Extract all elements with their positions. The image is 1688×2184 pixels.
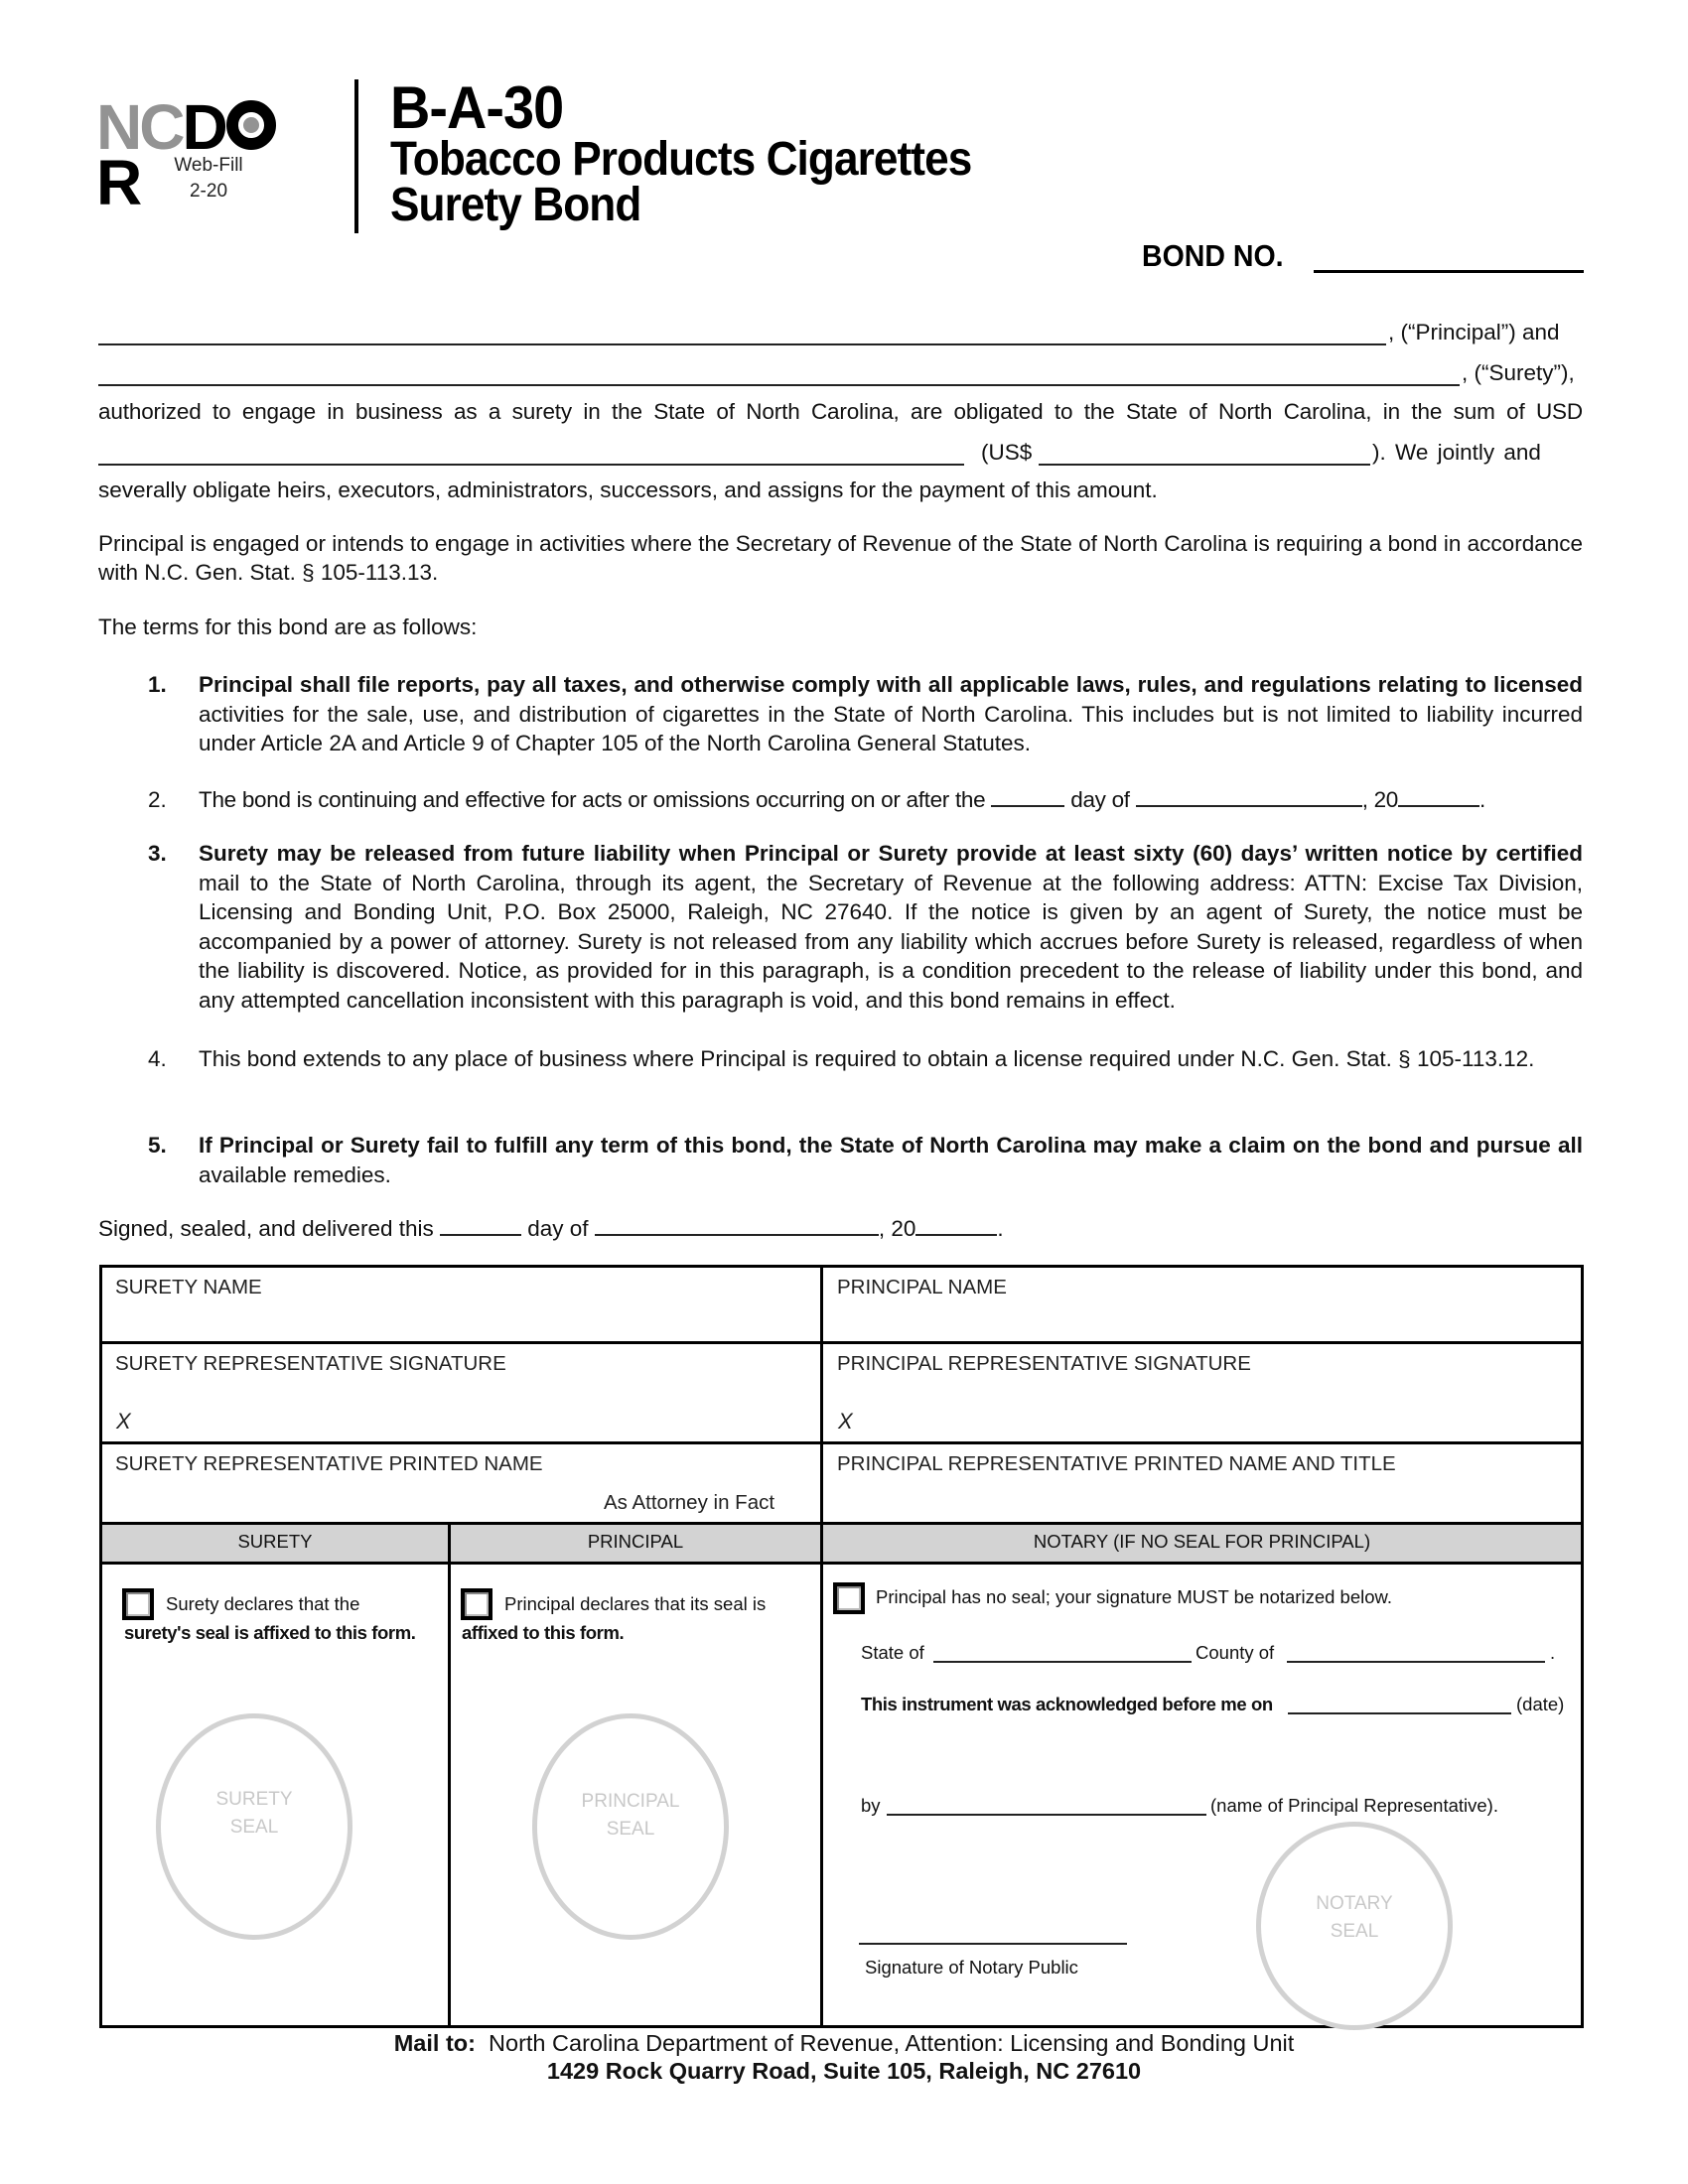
principal-signature-label: PRINCIPAL REPRESENTATIVE SIGNATURE xyxy=(837,1352,1251,1375)
surety-seal-text1: SURETY xyxy=(215,1789,293,1810)
term-2 xyxy=(98,785,1583,815)
date-label: (date) xyxy=(1516,1694,1565,1714)
paragraph-engagement: Principal is engaged or intends to engage in activities where the Secretary of Revenue of the State of North Carolina is requiring a bond in accordance with N.C. Gen. Stat. § 105-113.13. xyxy=(98,531,1583,585)
surety-name-label: SURETY NAME xyxy=(115,1276,262,1298)
revision-date: 2-20 xyxy=(189,181,228,202)
term2-day-label: day of xyxy=(1070,787,1130,812)
term-number: 4. xyxy=(148,1046,167,1071)
term2-year-prefix: , 20 xyxy=(1361,787,1399,812)
term-number: 3. xyxy=(148,841,167,866)
state-of-field[interactable] xyxy=(933,1661,1192,1663)
surety-signature-label: SURETY REPRESENTATIVE SIGNATURE xyxy=(115,1352,506,1375)
signed-month-field[interactable] xyxy=(595,1218,879,1236)
logo-o-dot-icon xyxy=(226,100,276,150)
principal-printed-name-label: PRINCIPAL REPRESENTATIVE PRINTED NAME AND TITLE xyxy=(837,1452,1396,1475)
obligation-text-end: severally obligate heirs, executors, administrators, successors, and assigns for the payment of this amount. xyxy=(98,478,1158,502)
signed-year-prefix: , 20 xyxy=(878,1216,916,1241)
signed-end: . xyxy=(997,1216,1004,1241)
principal-declaration-line2: affixed to this form. xyxy=(462,1622,625,1643)
bond-no-field[interactable] xyxy=(1314,270,1584,273)
county-of-field[interactable] xyxy=(1287,1661,1545,1663)
term-text: The bond is continuing and effective for acts or omissions occurring on or after the xyxy=(199,787,986,812)
mail-to-line xyxy=(0,2029,1688,2057)
surety-declaration-line1: Surety declares that the xyxy=(166,1593,360,1614)
by-label: by xyxy=(861,1795,881,1816)
principal-name-input[interactable] xyxy=(823,1268,1581,1341)
signed-day-field[interactable] xyxy=(440,1218,521,1236)
form-title-line2: Surety Bond xyxy=(390,179,641,231)
term-4 xyxy=(98,1044,1583,1074)
notary-seal-circle xyxy=(1256,1822,1453,2030)
surety-printed-name-field[interactable] xyxy=(102,1444,820,1522)
principal-seal-text2: SEAL xyxy=(606,1819,655,1840)
term-1 xyxy=(98,670,1583,758)
row-divider xyxy=(102,1562,1581,1565)
term-number: 1. xyxy=(148,672,167,697)
notary-signature-field[interactable] xyxy=(859,1943,1127,1945)
web-fill-label: Web-Fill xyxy=(174,155,243,176)
term2-end: . xyxy=(1479,787,1485,812)
surety-printed-name-label: SURETY REPRESENTATIVE PRINTED NAME xyxy=(115,1452,543,1475)
principal-declaration-line1: Principal declares that its seal is xyxy=(504,1593,767,1614)
surety-name-input[interactable] xyxy=(102,1268,820,1341)
principal-name-label: PRINCIPAL NAME xyxy=(837,1276,1007,1298)
county-of-label: County of xyxy=(1196,1642,1275,1663)
principal-suffix: , (“Principal”) and xyxy=(1388,320,1560,344)
term-bold-text: Surety may be released from future liability when Principal or Surety provide at least sixty (60) days’ written notice by certified xyxy=(199,841,1583,866)
principal-printed-name-field[interactable] xyxy=(823,1444,1581,1522)
county-period: . xyxy=(1550,1642,1556,1663)
term-3 xyxy=(98,839,1583,1015)
usd-label: (US$ xyxy=(981,440,1033,465)
surety-name-field[interactable] xyxy=(98,384,1460,386)
signed-prefix: Signed, sealed, and delivered this xyxy=(98,1216,434,1241)
surety-suffix: , (“Surety”), xyxy=(1462,360,1575,385)
term-text: This bond extends to any place of business where Principal is required to obtain a license required under N.C. Gen. Stat. § 105-113.12. xyxy=(199,1046,1535,1071)
logo-d: D xyxy=(182,91,225,163)
term-bold-text: If Principal or Surety fail to fulfill any term of this bond, the State of North Carolina may make a claim on the bond and pursue all xyxy=(199,1133,1583,1158)
row-divider xyxy=(102,1522,1581,1525)
term-number: 5. xyxy=(148,1133,167,1158)
bond-no-label: BOND NO. xyxy=(1142,238,1284,273)
principal-seal-text1: PRINCIPAL xyxy=(581,1791,680,1812)
term2-year-field[interactable] xyxy=(1398,789,1479,807)
principal-signature-field[interactable] xyxy=(823,1344,1581,1441)
notary-seal-text1: NOTARY xyxy=(1316,1893,1393,1914)
term2-day-field[interactable] xyxy=(991,789,1064,807)
amount-number-field[interactable] xyxy=(1039,464,1370,466)
acknowledged-date-field[interactable] xyxy=(1288,1712,1511,1714)
header-divider xyxy=(354,79,358,233)
signature-table xyxy=(99,1265,1584,2028)
terms-intro: The terms for this bond are as follows: xyxy=(98,614,478,639)
signed-day-label: day of xyxy=(527,1216,589,1241)
principal-seal-checkbox[interactable] xyxy=(461,1588,492,1620)
term-text: available remedies. xyxy=(199,1161,391,1187)
term-number: 2. xyxy=(148,787,167,812)
principal-rep-name-field[interactable] xyxy=(887,1814,1206,1816)
state-of-label: State of xyxy=(861,1642,924,1663)
name-of-rep-label: (name of Principal Representative). xyxy=(1210,1795,1498,1816)
attorney-in-fact-label: As Attorney in Fact xyxy=(604,1491,775,1514)
surety-declaration-line2: surety's seal is affixed to this form. xyxy=(124,1622,416,1643)
no-seal-checkbox[interactable] xyxy=(833,1582,865,1614)
obligation-text: authorized to engage in business as a surety in the State of North Carolina, are obligated to the State of North Carolina, in the sum of USD xyxy=(98,399,1583,424)
col-header-surety: SURETY xyxy=(237,1531,313,1552)
logo-nc: NC xyxy=(96,91,183,163)
term-5 xyxy=(98,1131,1583,1189)
logo-r: R xyxy=(96,147,140,218)
principal-seal-circle xyxy=(532,1713,729,1940)
mail-address: 1429 Rock Quarry Road, Suite 105, Raleigh, NC 27610 xyxy=(546,2058,1142,2084)
signed-line xyxy=(98,1214,1004,1244)
mail-to-label: Mail to: xyxy=(393,2030,476,2056)
column-divider xyxy=(448,1522,451,2028)
col-header-notary: NOTARY (IF NO SEAL FOR PRINCIPAL) xyxy=(1033,1531,1371,1552)
surety-signature-field[interactable] xyxy=(102,1344,820,1441)
mail-to-text: North Carolina Department of Revenue, Attention: Licensing and Bonding Unit xyxy=(489,2030,1295,2056)
principal-name-field[interactable] xyxy=(98,343,1386,345)
form-title-line1: Tobacco Products Cigarettes xyxy=(390,133,972,186)
surety-seal-circle xyxy=(156,1713,352,1940)
term-text: mail to the State of North Carolina, through its agent, the Secretary of Revenue at the following address: ATTN: Excise Tax Division, Licensing and Bonding Unit, P.O. Box 25000, Raleigh, NC 27640. If the notice is given by an agent of Surety, the notice must be accompanied by a power of attorney. Surety is not released from any liability which accrues before Surety is released, regardless of when the liability is discovered. Notice, as provided for in this paragraph, is a condition precedent to the release of liability under this bond, and any attempted cancellation inconsistent with this paragraph is void, and this bond remains in effect. xyxy=(199,870,1583,1013)
surety-seal-text2: SEAL xyxy=(229,1817,279,1838)
usd-suffix: ). We jointly and xyxy=(1372,440,1541,465)
col-header-principal: PRINCIPAL xyxy=(587,1531,684,1552)
no-seal-text: Principal has no seal; your signature MUST be notarized below. xyxy=(876,1586,1392,1607)
signed-year-field[interactable] xyxy=(915,1218,997,1236)
principal-signature-x: X xyxy=(838,1409,853,1433)
notary-signature-label: Signature of Notary Public xyxy=(865,1957,1078,1978)
term-bold-text: Principal shall file reports, pay all taxes, and otherwise comply with all applicable laws, rules, and regulations relating to licensed xyxy=(199,672,1583,697)
acknowledged-label: This instrument was acknowledged before me on xyxy=(861,1694,1273,1714)
amount-words-field[interactable] xyxy=(98,464,964,466)
term-text: activities for the sale, use, and distribution of cigarettes in the State of North Carolina. This includes but is not limited to liability incurred under Article 2A and Article 9 of Chapter 105 of the North Carolina General Statutes. xyxy=(199,701,1583,755)
notary-seal-text2: SEAL xyxy=(1330,1921,1379,1942)
form-number: B-A-30 xyxy=(390,74,564,141)
surety-seal-checkbox[interactable] xyxy=(122,1588,154,1620)
term2-month-field[interactable] xyxy=(1136,789,1362,807)
surety-signature-x: X xyxy=(116,1409,131,1433)
